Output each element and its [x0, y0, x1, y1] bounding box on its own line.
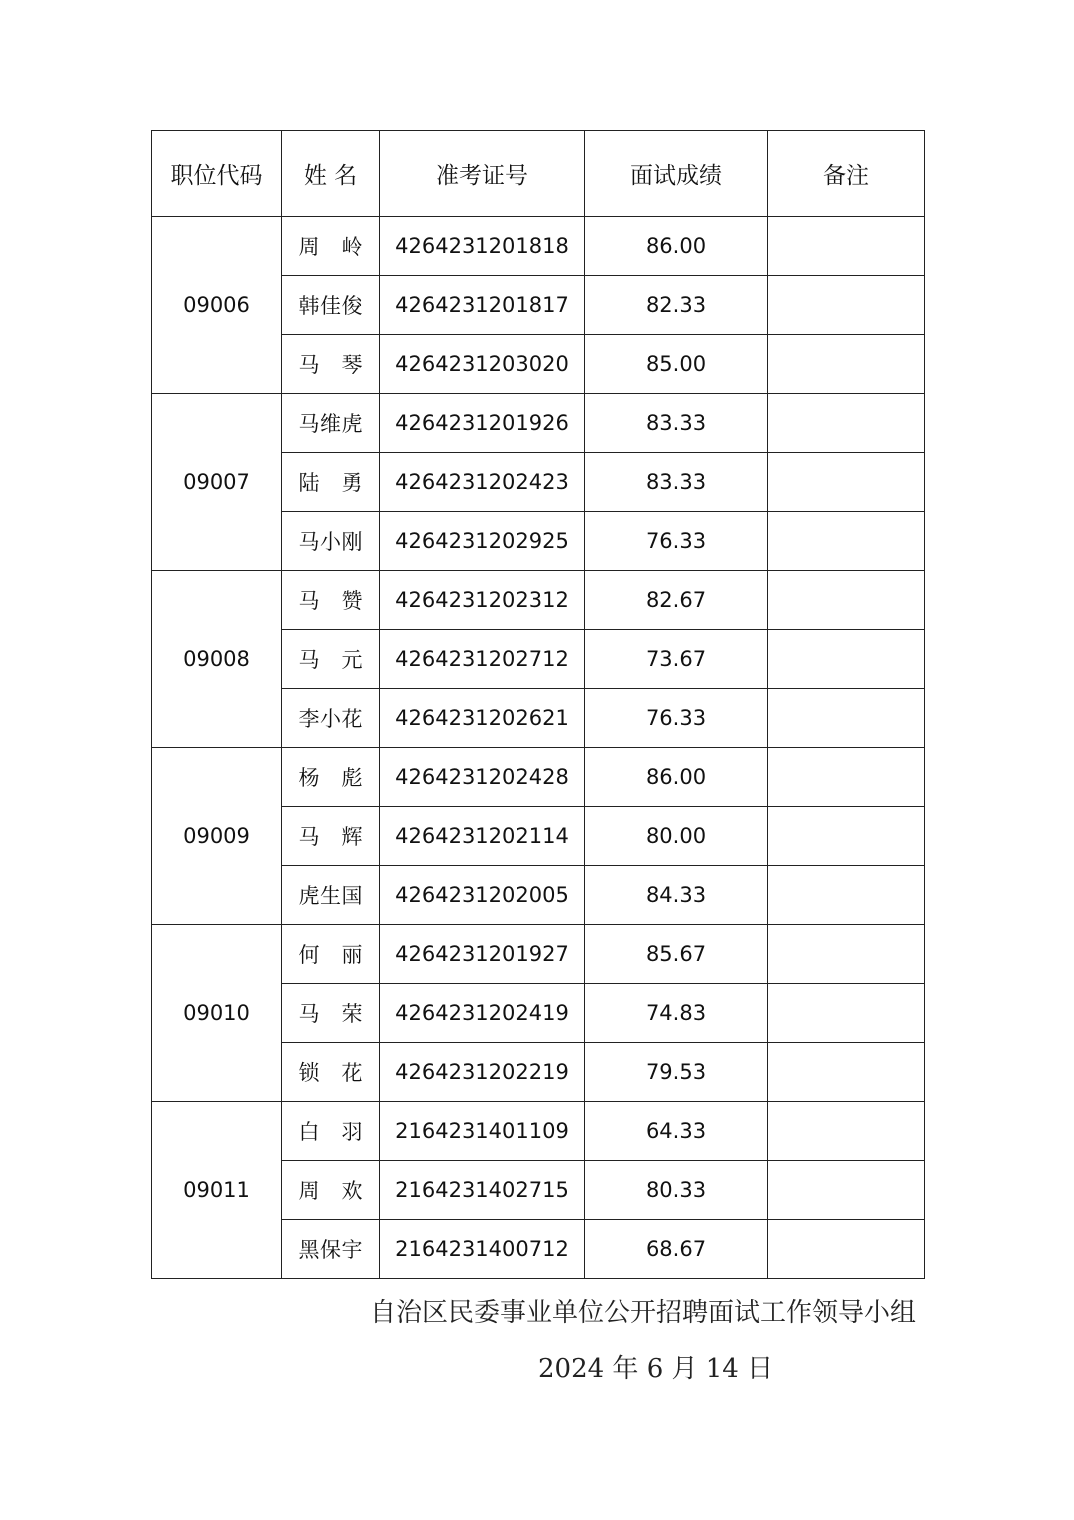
- score-cell: 86.00: [585, 748, 768, 807]
- remarks-cell: [768, 1043, 925, 1102]
- exam-id-cell: 4264231202005: [380, 866, 585, 925]
- remarks-cell: [768, 630, 925, 689]
- remarks-cell: [768, 748, 925, 807]
- remarks-cell: [768, 807, 925, 866]
- remarks-cell: [768, 689, 925, 748]
- exam-id-cell: 4264231202419: [380, 984, 585, 1043]
- candidate-name-cell: [282, 217, 380, 276]
- score-cell: 84.33: [585, 866, 768, 925]
- position-code-cell: 09011: [152, 1102, 282, 1279]
- candidate-name: 马赞: [298, 589, 363, 613]
- exam-id-cell: 4264231201818: [380, 217, 585, 276]
- candidate-name: 马荣: [298, 1002, 363, 1026]
- candidate-name: 何丽: [298, 943, 363, 967]
- issuing-organization: 自治区民委事业单位公开招聘面试工作领导小组: [370, 1298, 917, 1328]
- score-cell: 80.33: [585, 1161, 768, 1220]
- exam-id-cell: 4264231202925: [380, 512, 585, 571]
- exam-id-cell: 4264231203020: [380, 335, 585, 394]
- score-cell: 83.33: [585, 453, 768, 512]
- remarks-cell: [768, 512, 925, 571]
- candidate-name-cell: [282, 1043, 380, 1102]
- candidate-name-cell: [282, 630, 380, 689]
- exam-id-cell: 4264231202114: [380, 807, 585, 866]
- issue-date: 2024 年 6 月 14 日: [538, 1354, 774, 1384]
- candidate-name-cell: [282, 512, 380, 571]
- position-code-cell: 09009: [152, 748, 282, 925]
- score-cell: 86.00: [585, 217, 768, 276]
- candidate-name-cell: [282, 571, 380, 630]
- candidate-name: 李小花: [298, 707, 363, 731]
- candidate-name: 虎生国: [298, 884, 363, 908]
- candidate-name-cell: [282, 453, 380, 512]
- candidate-name: 杨彪: [298, 766, 363, 790]
- header-score: 面试成绩: [585, 131, 768, 217]
- position-code-cell: 09006: [152, 217, 282, 394]
- interview-results-table: [151, 130, 925, 1279]
- exam-id-cell: 2164231402715: [380, 1161, 585, 1220]
- header-remarks: 备注: [768, 131, 925, 217]
- remarks-cell: [768, 1220, 925, 1279]
- remarks-cell: [768, 1161, 925, 1220]
- exam-id-cell: 2164231401109: [380, 1102, 585, 1161]
- score-cell: 76.33: [585, 512, 768, 571]
- exam-id-cell: 2164231400712: [380, 1220, 585, 1279]
- remarks-cell: [768, 1102, 925, 1161]
- score-cell: 85.00: [585, 335, 768, 394]
- candidate-name-cell: [282, 925, 380, 984]
- score-cell: 82.33: [585, 276, 768, 335]
- remarks-cell: [768, 335, 925, 394]
- remarks-cell: [768, 276, 925, 335]
- candidate-name: 马小刚: [298, 530, 363, 554]
- header-exam-id: 准考证号: [380, 131, 585, 217]
- table-row: [152, 394, 925, 453]
- candidate-name: 周欢: [298, 1179, 363, 1203]
- candidate-name: 马琴: [298, 353, 363, 377]
- candidate-name: 周岭: [298, 235, 363, 259]
- exam-id-cell: 4264231202712: [380, 630, 585, 689]
- score-cell: 68.67: [585, 1220, 768, 1279]
- candidate-name-cell: [282, 335, 380, 394]
- candidate-name: 锁花: [298, 1061, 363, 1085]
- candidate-name-cell: [282, 394, 380, 453]
- score-cell: 79.53: [585, 1043, 768, 1102]
- score-cell: 85.67: [585, 925, 768, 984]
- exam-id-cell: 4264231201817: [380, 276, 585, 335]
- candidate-name-cell: [282, 1161, 380, 1220]
- header-name: 姓 名: [282, 131, 380, 217]
- exam-id-cell: 4264231201926: [380, 394, 585, 453]
- position-code-cell: 09008: [152, 571, 282, 748]
- score-cell: 76.33: [585, 689, 768, 748]
- remarks-cell: [768, 571, 925, 630]
- remarks-cell: [768, 866, 925, 925]
- score-cell: 64.33: [585, 1102, 768, 1161]
- table-row: [152, 1102, 925, 1161]
- table-body: [152, 217, 925, 1279]
- candidate-name-cell: [282, 807, 380, 866]
- remarks-cell: [768, 984, 925, 1043]
- candidate-name-cell: [282, 984, 380, 1043]
- header-position-code: 职位代码: [152, 131, 282, 217]
- exam-id-cell: 4264231202312: [380, 571, 585, 630]
- position-code-cell: 09007: [152, 394, 282, 571]
- candidate-name-cell: [282, 866, 380, 925]
- exam-id-cell: 4264231202219: [380, 1043, 585, 1102]
- candidate-name-cell: [282, 1220, 380, 1279]
- exam-id-cell: 4264231202428: [380, 748, 585, 807]
- exam-id-cell: 4264231202423: [380, 453, 585, 512]
- candidate-name-cell: [282, 1102, 380, 1161]
- remarks-cell: [768, 925, 925, 984]
- table-row: [152, 748, 925, 807]
- score-cell: 73.67: [585, 630, 768, 689]
- remarks-cell: [768, 453, 925, 512]
- remarks-cell: [768, 217, 925, 276]
- candidate-name: 马维虎: [298, 412, 363, 436]
- position-code-cell: 09010: [152, 925, 282, 1102]
- table-row: [152, 925, 925, 984]
- exam-id-cell: 4264231201927: [380, 925, 585, 984]
- table-row: [152, 217, 925, 276]
- score-cell: 74.83: [585, 984, 768, 1043]
- candidate-name-cell: [282, 276, 380, 335]
- score-cell: 83.33: [585, 394, 768, 453]
- candidate-name: 马元: [298, 648, 363, 672]
- candidate-name-cell: [282, 689, 380, 748]
- table-row: [152, 571, 925, 630]
- candidate-name: 白羽: [298, 1120, 363, 1144]
- candidate-name: 马辉: [298, 825, 363, 849]
- table-header-row: [152, 131, 925, 217]
- candidate-name: 韩佳俊: [298, 294, 363, 318]
- candidate-name-cell: [282, 748, 380, 807]
- score-cell: 82.67: [585, 571, 768, 630]
- exam-id-cell: 4264231202621: [380, 689, 585, 748]
- score-cell: 80.00: [585, 807, 768, 866]
- remarks-cell: [768, 394, 925, 453]
- candidate-name: 黑保宇: [298, 1238, 363, 1262]
- candidate-name: 陆勇: [298, 471, 363, 495]
